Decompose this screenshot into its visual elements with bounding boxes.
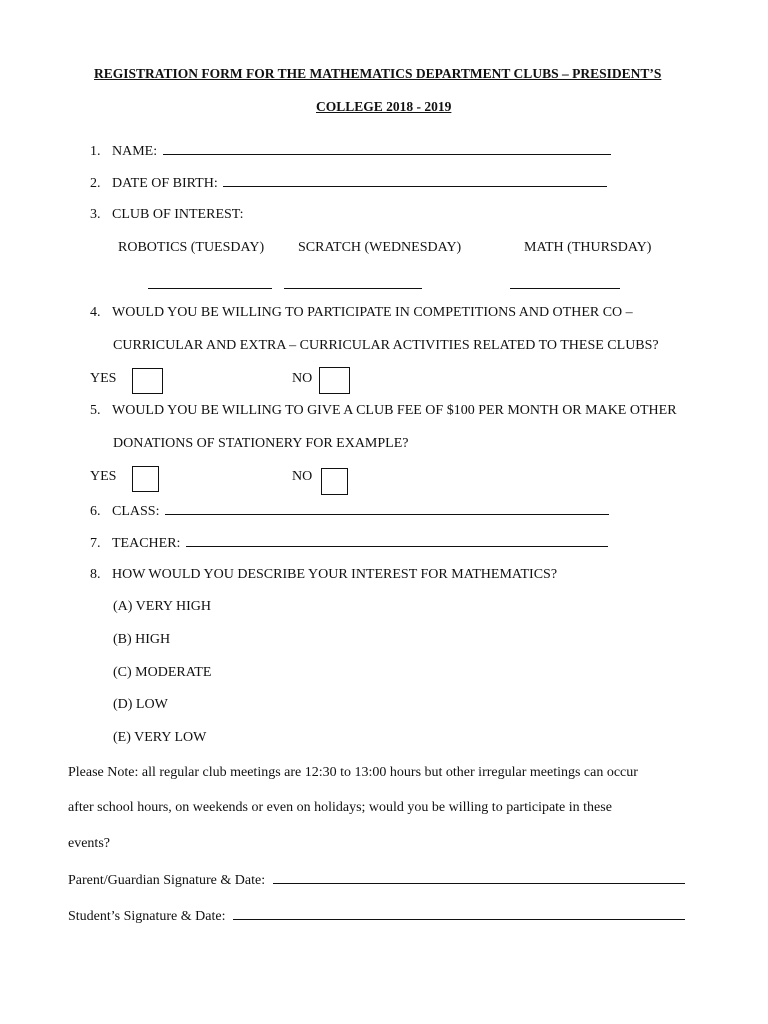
q4-yes-checkbox[interactable] — [132, 368, 163, 394]
q5-yes-label: YES — [90, 469, 117, 484]
parent-signature-label: Parent/Guardian Signature & Date: — [68, 873, 266, 888]
question-number: 2. — [90, 176, 101, 191]
teacher-label: TEACHER: — [112, 536, 181, 551]
name-label: NAME: — [112, 144, 158, 159]
club-of-interest-label: CLUB OF INTEREST: — [112, 207, 244, 222]
question-number: 1. — [90, 144, 101, 159]
question-7 — [90, 534, 608, 552]
form-title-line1: REGISTRATION FORM FOR THE MATHEMATICS DEPARTMENT CLUBS – PRESIDENT’S — [94, 66, 662, 81]
question-4-text-cont: CURRICULAR AND EXTRA – CURRICULAR ACTIVITIES RELATED TO THESE CLUBS? — [113, 338, 659, 353]
club-option-scratch: SCRATCH (WEDNESDAY) — [298, 240, 462, 255]
note-line-1: Please Note: all regular club meetings are 12:30 to 13:00 hours but other irregular meetings can occur — [68, 765, 638, 780]
form-title-line2: COLLEGE 2018 - 2019 — [316, 99, 452, 114]
date-of-birth-field[interactable] — [223, 174, 607, 187]
q4-no-label: NO — [292, 371, 313, 386]
parent-signature-row — [68, 871, 685, 889]
interest-option-low[interactable]: (D) LOW — [113, 697, 168, 712]
question-number: 8. — [90, 567, 101, 582]
question-number: 3. — [90, 207, 101, 222]
club-math-blank[interactable] — [510, 276, 620, 289]
q5-no-label: NO — [292, 469, 313, 484]
q4-yes-label: YES — [90, 371, 117, 386]
question-5-text-cont: DONATIONS OF STATIONERY FOR EXAMPLE? — [113, 436, 409, 451]
question-4-text: WOULD YOU BE WILLING TO PARTICIPATE IN COMPETITIONS AND OTHER CO – — [112, 305, 633, 320]
club-scratch-blank[interactable] — [284, 276, 422, 289]
question-2 — [90, 174, 607, 192]
club-option-robotics: ROBOTICS (TUESDAY) — [118, 240, 265, 255]
question-1 — [90, 142, 611, 160]
question-number: 5. — [90, 403, 101, 418]
question-number: 7. — [90, 536, 101, 551]
interest-option-moderate[interactable]: (C) MODERATE — [113, 665, 212, 680]
interest-option-high[interactable]: (B) HIGH — [113, 632, 171, 647]
question-number: 6. — [90, 504, 101, 519]
q5-yes-checkbox[interactable] — [132, 466, 159, 492]
student-signature-row — [68, 907, 685, 925]
question-5 — [90, 403, 677, 419]
q4-no-checkbox[interactable] — [319, 367, 350, 394]
teacher-field[interactable] — [186, 534, 608, 547]
question-5-text: WOULD YOU BE WILLING TO GIVE A CLUB FEE OF $100 PER MONTH OR MAKE OTHER — [112, 403, 677, 418]
note-line-3: events? — [68, 836, 110, 851]
class-field[interactable] — [165, 502, 609, 515]
question-8 — [90, 567, 557, 583]
club-option-math: MATH (THURSDAY) — [524, 240, 652, 255]
student-signature-field[interactable] — [233, 907, 685, 920]
question-3 — [90, 207, 244, 223]
student-signature-label: Student’s Signature & Date: — [68, 909, 226, 924]
question-4 — [90, 305, 633, 321]
note-line-2: after school hours, on weekends or even on holidays; would you be willing to participate in these — [68, 800, 612, 815]
class-label: CLASS: — [112, 504, 160, 519]
parent-signature-field[interactable] — [273, 871, 685, 884]
club-robotics-blank[interactable] — [148, 276, 272, 289]
date-of-birth-label: DATE OF BIRTH: — [112, 176, 218, 191]
interest-option-very-high[interactable]: (A) VERY HIGH — [113, 599, 211, 614]
question-8-text: HOW WOULD YOU DESCRIBE YOUR INTEREST FOR MATHEMATICS? — [112, 567, 558, 582]
question-6 — [90, 502, 609, 520]
question-number: 4. — [90, 305, 101, 320]
q5-no-checkbox[interactable] — [321, 468, 348, 495]
name-field[interactable] — [163, 142, 611, 155]
interest-option-very-low[interactable]: (E) VERY LOW — [113, 730, 207, 745]
